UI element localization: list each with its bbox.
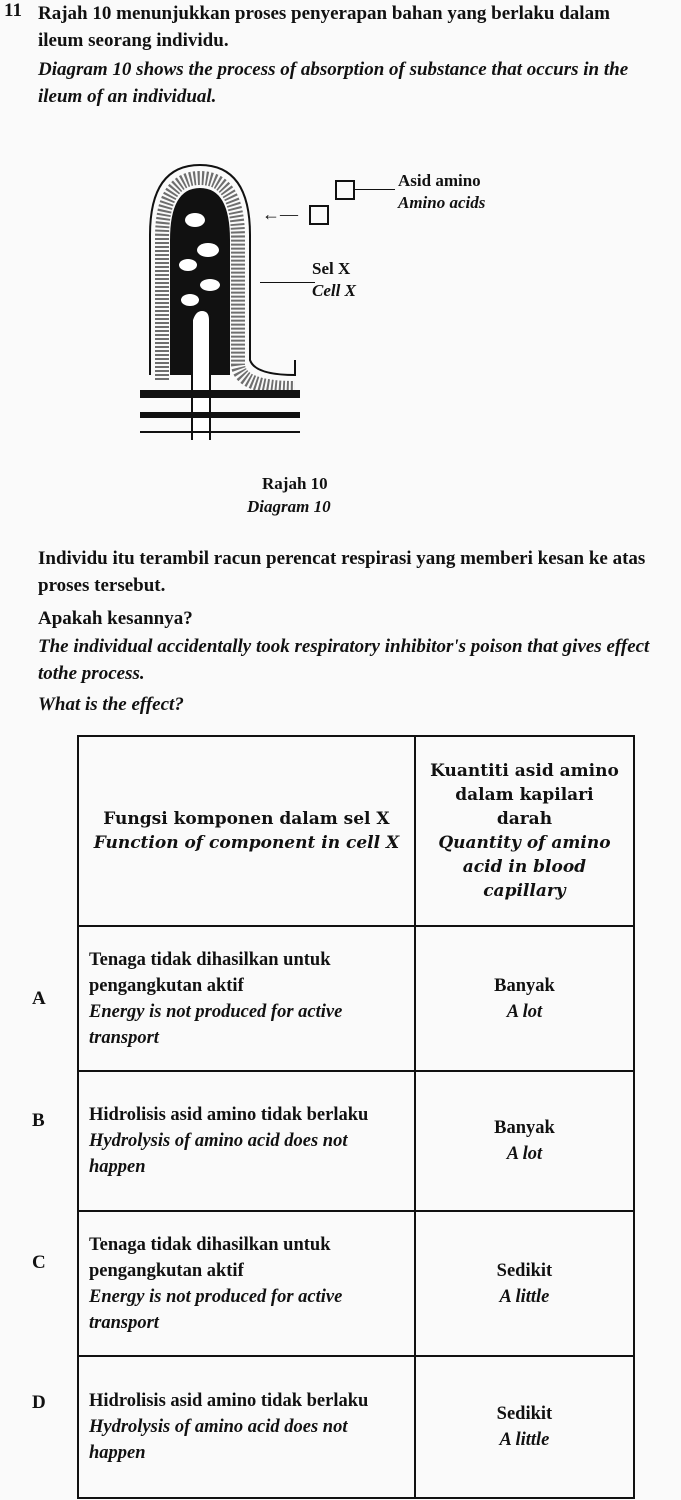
amino-acid-label-en: Amino acids [398, 193, 486, 212]
amino-acid-label-ms: Asid amino [398, 171, 481, 190]
col1-header [78, 736, 415, 926]
col2-header-en: Quantity of amino acid in blood capillary [438, 833, 611, 901]
caption-ms: Rajah 10 [262, 474, 328, 493]
option-letter-c[interactable]: C [32, 1252, 46, 1273]
table-row[interactable] [78, 1211, 634, 1356]
ask-malay: Apakah kesannya? [38, 608, 193, 629]
quantity-ms: Banyak [494, 1118, 555, 1138]
function-en: Hydrolysis of amino acid does not happen [89, 1417, 348, 1463]
question-english: The individual accidentally took respiratory inhibitor's poison that gives effect tothe process. [38, 636, 650, 684]
intro-malay: Rajah 10 menunjukkan proses penyerapan bahan yang berlaku dalam ileum seorang individu. [38, 3, 610, 51]
label-line [260, 282, 315, 283]
option-letter-a[interactable]: A [32, 988, 46, 1009]
function-ms: Hidrolisis asid amino tidak berlaku [89, 1391, 369, 1411]
table-header [78, 736, 634, 926]
quantity-cell [415, 1071, 634, 1211]
function-en: Energy is not produced for active transport [89, 1286, 343, 1333]
table-row[interactable] [78, 1356, 634, 1498]
col1-header-ms: Fungsi komponen dalam sel X [103, 809, 390, 829]
table-row[interactable] [78, 926, 634, 1071]
col2-header-ms: Kuantiti asid amino dalam kapilari darah [430, 761, 619, 829]
villus-diagram [140, 160, 340, 445]
intro-english: Diagram 10 shows the process of absorption of substance that occurs in the ileum of an individual. [38, 59, 629, 107]
table-row[interactable] [78, 1071, 634, 1211]
quantity-ms: Banyak [494, 975, 555, 996]
function-cell [78, 926, 415, 1071]
caption-en: Diagram 10 [247, 497, 331, 516]
col2-header [415, 736, 634, 926]
question-number: 11 [4, 0, 22, 21]
function-en: Energy is not produced for active transport [89, 1001, 343, 1048]
amino-acid-box [309, 205, 329, 225]
arrow-icon: ←— [262, 204, 298, 224]
quantity-ms: Sedikit [496, 1260, 553, 1281]
function-cell [78, 1356, 415, 1498]
quantity-cell [415, 1211, 634, 1356]
quantity-en: A little [499, 1286, 550, 1307]
function-cell [78, 1211, 415, 1356]
cell-x-label-ms: Sel X [312, 259, 351, 278]
quantity-en: A lot [506, 1001, 543, 1022]
ask-english: What is the effect? [38, 694, 184, 715]
function-en: Hydrolysis of amino acid does not happen [89, 1131, 348, 1177]
function-cell [78, 1071, 415, 1211]
cell-x-label-en: Cell X [312, 281, 356, 300]
option-letter-b[interactable]: B [32, 1110, 45, 1131]
quantity-cell [415, 926, 634, 1071]
function-ms: Tenaga tidak dihasilkan untuk pengangkutan aktif [89, 1234, 331, 1281]
quantity-ms: Sedikit [496, 1404, 553, 1424]
options-table [77, 735, 635, 1499]
quantity-en: A little [499, 1430, 550, 1450]
label-line [353, 189, 395, 190]
quantity-en: A lot [506, 1144, 543, 1164]
question-malay: Individu itu terambil racun perencat respirasi yang memberi kesan ke atas proses tersebut. [38, 548, 646, 596]
quantity-cell [415, 1356, 634, 1498]
amino-acid-box [335, 180, 355, 200]
col1-header-en: Function of component in cell X [93, 833, 400, 853]
function-ms: Hidrolisis asid amino tidak berlaku [89, 1105, 369, 1125]
option-letter-d[interactable]: D [32, 1392, 46, 1413]
function-ms: Tenaga tidak dihasilkan untuk pengangkutan aktif [89, 949, 331, 996]
